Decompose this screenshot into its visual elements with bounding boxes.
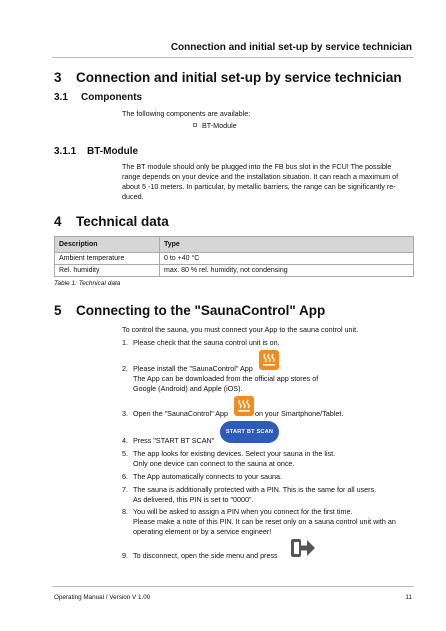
table-row bbox=[55, 253, 414, 265]
step-continuation: Google (Android) and Apple (iOS). bbox=[133, 384, 243, 393]
step-number: 8. bbox=[122, 507, 128, 516]
table-cell: max. 80 % rel. humidity, not condensing bbox=[160, 265, 414, 277]
section-3-1-1-heading bbox=[54, 146, 414, 158]
table-caption: Table 1: Technical data bbox=[54, 280, 121, 287]
exit-icon[interactable] bbox=[289, 536, 317, 560]
table-header-row bbox=[55, 237, 414, 253]
technical-data-table bbox=[54, 236, 414, 277]
step-number: 4. bbox=[122, 436, 128, 445]
bullet-square-icon bbox=[193, 123, 197, 127]
step-number: 2. bbox=[122, 364, 128, 373]
step-text: Please check that the sauna control unit is on. bbox=[133, 338, 280, 347]
step-continuation: Only one device can connect to the sauna at once. bbox=[133, 459, 295, 468]
section-3-title: Connection and initial set-up by service technician bbox=[76, 70, 402, 85]
step-5 bbox=[122, 449, 336, 468]
paragraph-line: range depends on your device and the installation situation. It can reach a maximum of bbox=[122, 172, 399, 181]
table-header-type: Type bbox=[160, 237, 414, 253]
footer-version: Operating Manual / Version V 1.00 bbox=[54, 594, 151, 601]
step-continuation: operating element or by a service engineer! bbox=[133, 527, 272, 536]
footer-divider bbox=[52, 586, 414, 587]
section-4-heading bbox=[54, 214, 414, 230]
step-8 bbox=[122, 507, 396, 536]
step-text: The sauna is additionally protected with a PIN. This is the same for all users. bbox=[133, 485, 377, 494]
paragraph-line: about 5 -10 meters. In particular, by metallic barriers, the range can be significantly re- bbox=[122, 182, 396, 191]
section-3-heading bbox=[54, 70, 414, 86]
component-bt-module: BT-Module bbox=[202, 121, 237, 130]
bt-module-paragraph bbox=[122, 162, 398, 202]
sauna-app-icon bbox=[234, 396, 254, 416]
table-header-description: Description bbox=[55, 237, 160, 253]
step-text: To disconnect, open the side menu and press bbox=[133, 551, 278, 560]
sauna-app-icon bbox=[259, 350, 279, 370]
table-cell: Ambient temperature bbox=[55, 253, 160, 265]
step-2 bbox=[122, 364, 319, 393]
section-3-1-heading bbox=[54, 92, 414, 104]
table-cell: Rel. humidity bbox=[55, 265, 160, 277]
step-number: 9. bbox=[122, 551, 128, 560]
heat-waves-icon bbox=[261, 352, 277, 368]
connect-intro: To control the sauna, you must connect your App to the sauna control unit. bbox=[122, 325, 359, 334]
table-row bbox=[55, 265, 414, 277]
section-3-1-number: 3.1 bbox=[54, 92, 68, 103]
step-text: Open the "SaunaControl" App bbox=[133, 409, 229, 418]
step-number: 3. bbox=[122, 409, 128, 418]
table-cell: 0 to +40 °C bbox=[160, 253, 414, 265]
step-text: Please install the "SaunaControl" App bbox=[133, 364, 253, 373]
paragraph-line: duced. bbox=[122, 192, 144, 201]
step-continuation: The App can be downloaded from the official app stores of bbox=[133, 374, 319, 383]
section-4-number: 4 bbox=[54, 214, 62, 229]
section-5-number: 5 bbox=[54, 303, 62, 318]
section-3-number: 3 bbox=[54, 70, 62, 85]
step-number: 6. bbox=[122, 472, 128, 481]
step-7 bbox=[122, 485, 377, 504]
step-text: Press "START BT SCAN" bbox=[133, 436, 215, 445]
step-6 bbox=[122, 472, 282, 482]
step-number: 1. bbox=[122, 338, 128, 347]
step-text: You will be asked to assign a PIN when you connect for the first time. bbox=[133, 507, 353, 516]
section-5-title: Connecting to the "SaunaControl" App bbox=[76, 303, 326, 318]
header-divider bbox=[52, 57, 414, 58]
section-3-1-1-number: 3.1.1 bbox=[54, 146, 77, 157]
step-number: 5. bbox=[122, 449, 128, 458]
step-text: The App automatically connects to your sauna. bbox=[133, 472, 283, 481]
step-9 bbox=[122, 551, 278, 561]
components-intro: The following components are available: bbox=[122, 109, 251, 118]
step-1 bbox=[122, 338, 280, 348]
page-number: 11 bbox=[405, 594, 412, 601]
component-bullet bbox=[193, 121, 237, 131]
paragraph-line: The BT module should only be plugged into the FB bus slot in the FCU! The possible bbox=[122, 162, 392, 171]
step-3 bbox=[122, 409, 343, 419]
start-bt-scan-button[interactable]: START BT SCAN bbox=[220, 421, 279, 443]
section-3-1-title: Components bbox=[81, 92, 143, 103]
section-5-heading bbox=[54, 303, 414, 319]
running-header: Connection and initial set-up by service technician bbox=[170, 42, 412, 53]
step-text: The app looks for existing devices. Select your sauna in the list. bbox=[133, 449, 336, 458]
step-4 bbox=[122, 436, 214, 446]
step-continuation: Please make a note of this PIN. It can be reset only on a sauna control unit with an bbox=[133, 517, 396, 526]
step-continuation: As delivered, this PIN is set to "0000". bbox=[133, 495, 254, 504]
step-text-after-icon: on your Smartphone/Tablet. bbox=[255, 409, 344, 418]
step-number: 7. bbox=[122, 485, 128, 494]
section-4-title: Technical data bbox=[76, 214, 169, 229]
section-3-1-1-title: BT-Module bbox=[87, 146, 139, 157]
heat-waves-icon bbox=[236, 398, 252, 414]
